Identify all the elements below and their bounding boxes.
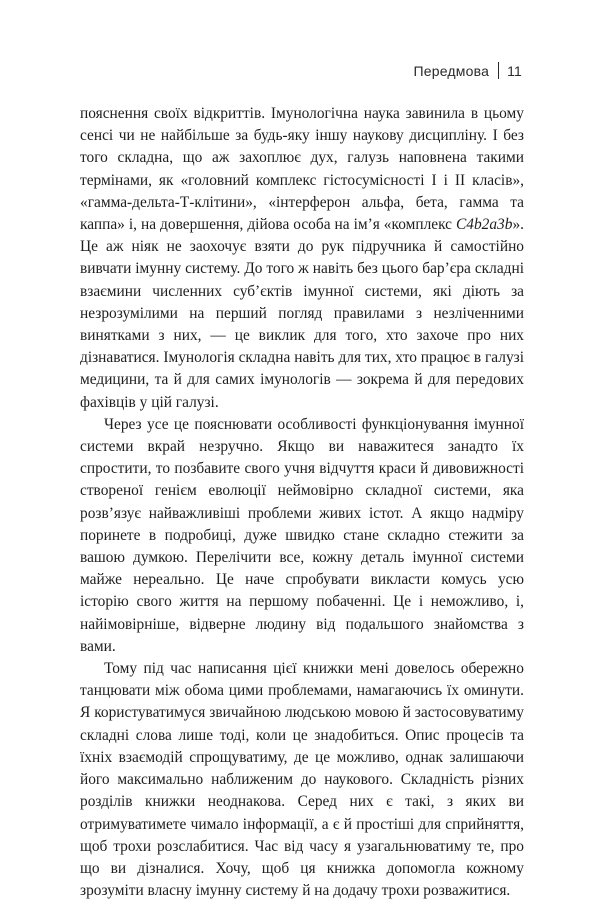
section-title: Передмова — [413, 62, 490, 79]
header-divider — [498, 62, 499, 79]
paragraph: Через усе це пояснювати особливості функціонування імунної системи вкрай незручно. Якщо ви наважитеся занадто їх спростити, то позбавите свого учня відчуття краси й дивовижності створеної генієм еволюції неймовірно складної системи, яка розв’язує найважливіші проблеми живих істот. А якщо надміру поринете в подробиці, дуже швидко стане складно стежити за вашою думкою. Перелічити все, кожну деталь імунної системи майже нереально. Це наче спробувати викласти комусь усю історію свого життя на першому побаченні. Це і неможливо, і, найімовірніше, відверне людину від подальшого знайомства з вами. — [80, 415, 524, 655]
paragraph-continued: пояснення своїх відкриттів. Імунологічна наука завинила в цьому сенсі чи не найбільше за будь-яку іншу наукову дисципліну. І без того складна, що аж захоплює дух, галузь наповнена такими термінами, як «головний комплекс гістосумісності I і II класів», «гамма-дельта-Т-клітини», «інтерферон альфа, бета, гамма та каппа» і, на довершення, дійова особа на ім’я «комплекс C4b2a3b». Це аж ніяк не заохочує взяти до рук підручника й самостійно вивчати імунну систему. До того ж навіть без цього бар’єра складні взаємини численних суб’єктів імунної системи, які діють за незрозумілими на перший погляд правилами з незліченними винятками з них, — це виклик для того, хто захоче про них дізнаватися. Імунологія складна навіть для тих, хто працює в галузі медицини, та й для самих імунологів — зокрема й для передових фахівців у цій галузі. — [80, 105, 524, 411]
complement-term: C4b2a3b — [456, 216, 513, 234]
paragraph: Тому під час написання цієї книжки мені довелось обережно танцювати між обома цими проблемами, намагаючись їх оминути. Я користуватимуся звичайною людською мовою й застосовуватиму складні слова лише тоді, коли це знадобиться. Опис процесів та їхніх взаємодій спрощуватиму, де це можливо, однак залишаючи його максимально наближеним до наукового. Складність різних розділів книжки неоднакова. Серед них є такі, з яких ви отримуватимете чимало інформації, а є й простіші для сприйняття, щоб трохи розслабитися. Час від часу я узагальнюватиму те, про що ви дізналися. Хочу, щоб ця книжка допомогла кожному зрозуміти власну імунну систему й на додачу трохи розважитися. — [80, 660, 524, 900]
running-head — [414, 62, 523, 79]
body-text — [80, 103, 524, 902]
page-number: 11 — [507, 62, 522, 79]
